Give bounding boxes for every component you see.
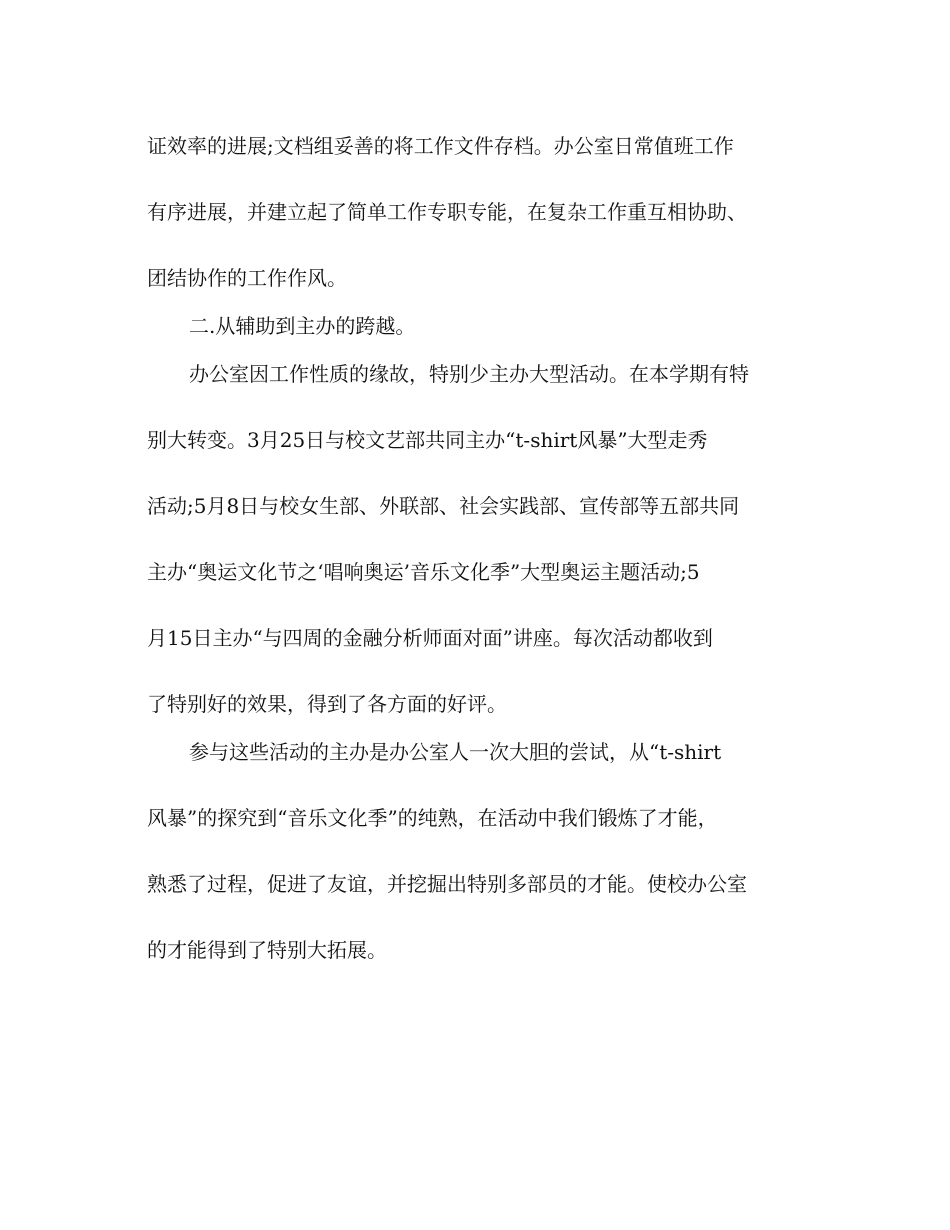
text-line: 熟悉了过程，促进了友谊，并挖掘出特别多部员的才能。使校办公室: [147, 872, 747, 896]
paragraph-activities: [147, 350, 807, 728]
text-line: 团结协作的工作作风。: [147, 266, 347, 290]
text-line: 有序进展，并建立起了简单工作专职专能，在复杂工作重互相协助、: [147, 200, 747, 224]
document-body: [147, 122, 807, 974]
text-line: 活动;5月8日与校女生部、外联部、社会实践部、宣传部等五部共同: [147, 494, 740, 518]
paragraph-continuation: [147, 122, 807, 302]
section-heading: 二.从辅助到主办的跨越。: [189, 314, 416, 338]
paragraph-reflection: [147, 728, 807, 974]
text-line: 了特别好的效果，得到了各方面的好评。: [147, 692, 507, 716]
text-line: 月15日主办“与四周的金融分析师面对面”讲座。每次活动都收到: [147, 626, 713, 650]
text-line: 主办“奥运文化节之‘唱响奥运’音乐文化季”大型奥运主题活动;5: [147, 560, 700, 584]
text-line: 风暴”的探究到“音乐文化季”的纯熟，在活动中我们锻炼了才能，: [147, 806, 718, 830]
text-line: 参与这些活动的主办是办公室人一次大胆的尝试，从“t-shirt: [189, 740, 722, 764]
text-line: 证效率的进展;文档组妥善的将工作文件存档。办公室日常值班工作: [147, 134, 734, 158]
text-line: 的才能得到了特别大拓展。: [147, 938, 387, 962]
text-line: 别大转变。3月25日与校文艺部共同主办“t-shirt风暴”大型走秀: [147, 428, 708, 452]
text-line: 办公室因工作性质的缘故，特别少主办大型活动。在本学期有特: [189, 362, 749, 386]
